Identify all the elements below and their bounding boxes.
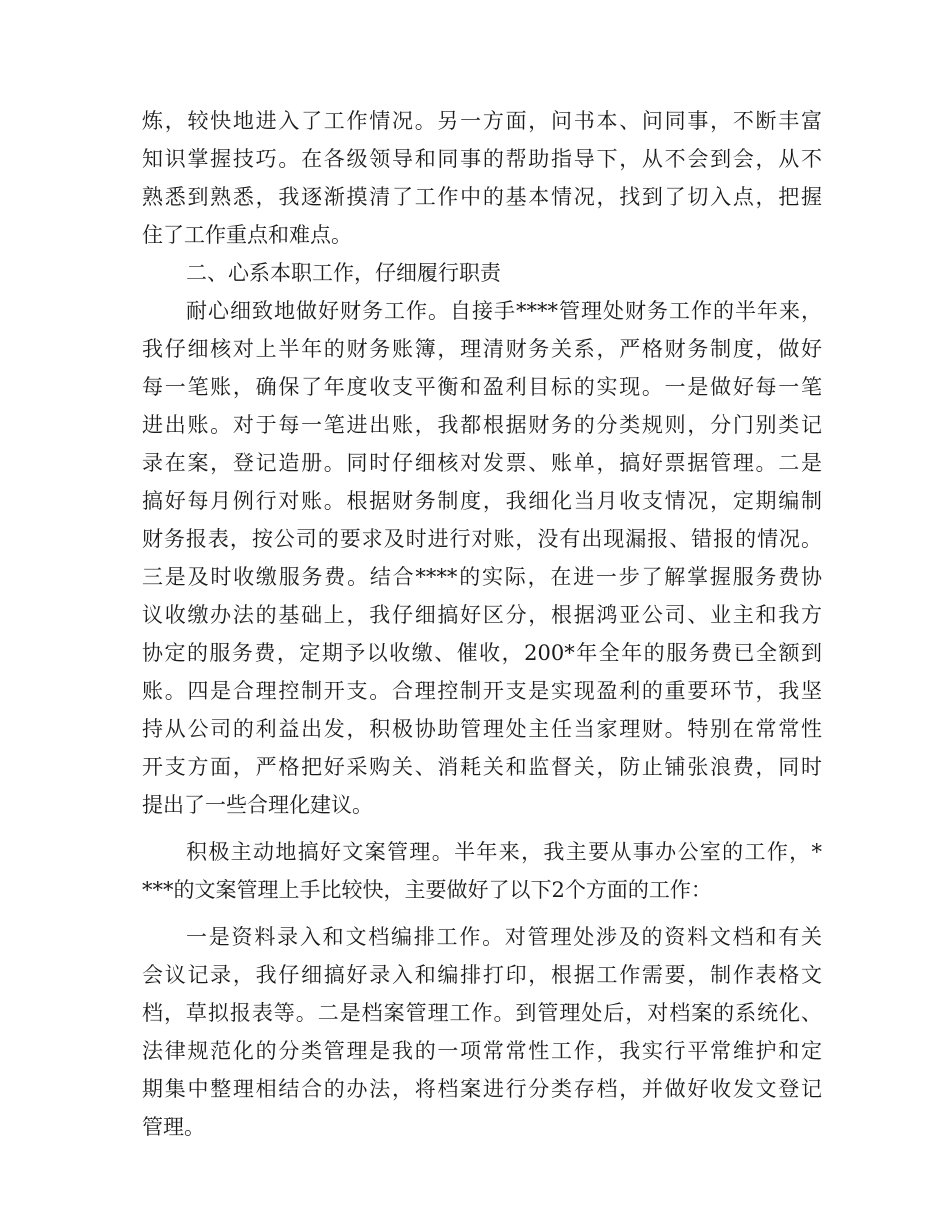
text-line: 提出了一些合理化建议。 bbox=[142, 793, 373, 817]
paragraph-finance bbox=[142, 292, 822, 824]
text-line: 档，草拟报表等。二是档案管理工作。到管理处后，对档案的系统化、 bbox=[142, 1001, 822, 1025]
text-line: 住了工作重点和难点。 bbox=[142, 223, 352, 247]
text-line: 法律规范化的分类管理是我的一项常常性工作，我实行平常维护和定 bbox=[142, 1039, 822, 1063]
text-line: 积极主动地搞好文案管理。半年来，我主要从事办公室的工作，* bbox=[186, 840, 822, 864]
paragraph-archives bbox=[142, 918, 822, 1146]
document-page bbox=[142, 102, 822, 1146]
paragraph-documents bbox=[142, 833, 822, 909]
text-line: 每一笔账，确保了年度收支平衡和盈利目标的实现。一是做好每一笔 bbox=[142, 375, 822, 399]
text-line: 期集中整理相结合的办法，将档案进行分类存档，并做好收发文登记 bbox=[142, 1077, 822, 1101]
text-line: 炼，较快地进入了工作情况。另一方面，问书本、问同事，不断丰富 bbox=[142, 109, 822, 133]
text-line: 知识掌握技巧。在各级领导和同事的帮助指导下，从不会到会，从不 bbox=[142, 147, 822, 171]
text-line: 管理。 bbox=[142, 1115, 205, 1139]
text-line: 我仔细核对上半年的财务账簿，理清财务关系，严格财务制度，做好 bbox=[142, 337, 822, 361]
text-line: 开支方面，严格把好采购关、消耗关和监督关，防止铺张浪费，同时 bbox=[142, 755, 822, 779]
section-heading bbox=[142, 254, 822, 292]
text-line: 三是及时收缴服务费。结合****的实际，在进一步了解掌握服务费协 bbox=[142, 565, 822, 589]
text-line: 持从公司的利益出发，积极协助管理处主任当家理财。特别在常常性 bbox=[142, 717, 822, 741]
text-line: 录在案，登记造册。同时仔细核对发票、账单，搞好票据管理。二是 bbox=[142, 451, 822, 475]
text-line: 熟悉到熟悉，我逐渐摸清了工作中的基本情况，找到了切入点，把握 bbox=[142, 185, 822, 209]
text-line: 一是资料录入和文档编排工作。对管理处涉及的资料文档和有关 bbox=[186, 925, 822, 949]
text-line: 进出账。对于每一笔进出账，我都根据财务的分类规则，分门别类记 bbox=[142, 413, 822, 437]
text-line: 议收缴办法的基础上，我仔细搞好区分，根据鸿亚公司、业主和我方 bbox=[142, 603, 822, 627]
text-line: 搞好每月例行对账。根据财务制度，我细化当月收支情况，定期编制 bbox=[142, 489, 822, 513]
text-line: 协定的服务费，定期予以收缴、催收，200*年全年的服务费已全额到 bbox=[142, 641, 822, 665]
paragraph-1 bbox=[142, 102, 822, 254]
heading-text: 二、心系本职工作，仔细履行职责 bbox=[186, 261, 501, 285]
text-line: 会议记录，我仔细搞好录入和编排打印，根据工作需要，制作表格文 bbox=[142, 963, 822, 987]
text-line: ***的文案管理上手比较快，主要做好了以下2个方面的工作： bbox=[142, 878, 712, 902]
text-line: 财务报表，按公司的要求及时进行对账，没有出现漏报、错报的情况。 bbox=[142, 527, 822, 551]
text-line: 账。四是合理控制开支。合理控制开支是实现盈利的重要环节，我坚 bbox=[142, 679, 822, 703]
text-line: 耐心细致地做好财务工作。自接手****管理处财务工作的半年来， bbox=[186, 299, 822, 323]
